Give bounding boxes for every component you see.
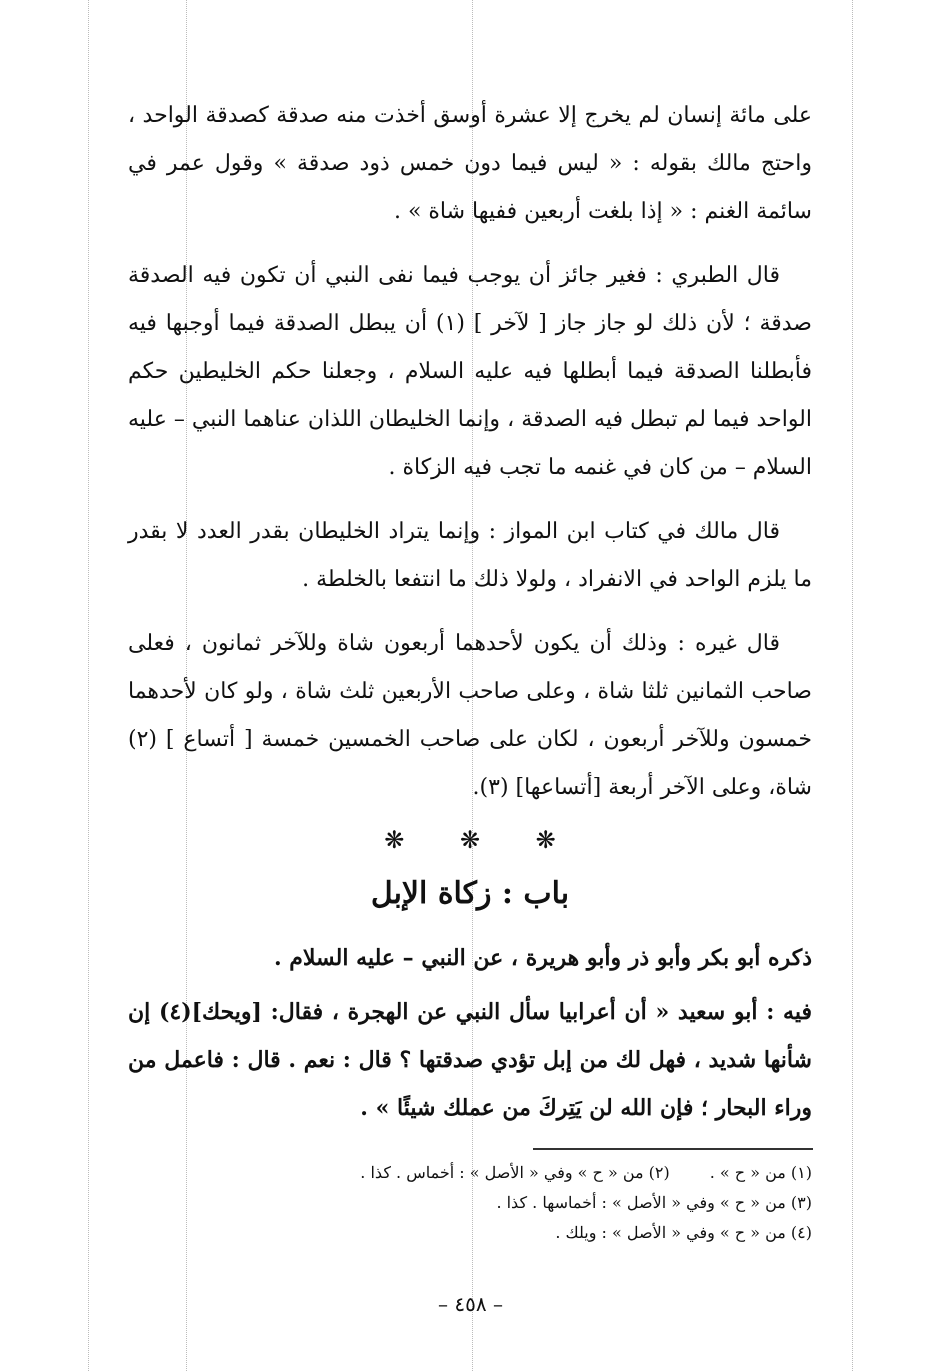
footnote: (٤) من « ح » وفي « الأصل » : ويلك . (555, 1223, 812, 1242)
footnote: (٢) من « ح » وفي « الأصل » : أخماس . كذا . (360, 1163, 670, 1182)
margin-guide-line (88, 0, 89, 1371)
chapter-heading: باب : زكاة الإبل (370, 876, 570, 911)
footnote: (٣) من « ح » وفي « الأصل » : أخماسها . كذا . (496, 1193, 812, 1212)
section-separator: ❋ ❋ ❋ (384, 826, 556, 854)
paragraph: ذكره أبو بكر وأبو ذر وأبو هريرة ، عن النبي – عليه السلام . (273, 945, 812, 971)
footnote-line (128, 1158, 812, 1188)
paragraph: على مائة إنسان لم يخرج إلا عشرة أوسق أخذت منه صدقة كصدقة الواحد ، واحتج مالك بقوله : « ليس فيما دون خمس ذود صدقة » وقول عمر في سائمة الغنم : « إذا بلغت أربعين ففيها شاة » . (128, 103, 812, 224)
footnote: (١) من « ح » . (709, 1163, 812, 1182)
paragraph: قال مالك في كتاب ابن المواز : وإنما يتراد الخليطان بقدر العدد لا بقدر ما يلزم الواحد في الانفراد ، ولولا ذلك ما انتفعا بالخلطة . (128, 519, 812, 592)
margin-guide-line (852, 0, 853, 1371)
paragraph: قال الطبري : فغير جائز أن يوجب فيما نفى النبي أن تكون فيه الصدقة صدقة ؛ لأن ذلك لو جاز جاز [ لآخر ] (١) أن يبطل الصدقة فيما أوجبها فيه فأبطلنا الصدقة فيما أبطلها فيه عليه السلام ، وجعلنا حكم الخليطين حكم الواحد فيما لم تبطل فيه الصدقة ، وإنما الخليطان اللذان عناهما النبي – عليه السلام – من كان في غنمه ما تجب فيه الزكاة . (128, 263, 812, 480)
paragraph: قال غيره : وذلك أن يكون لأحدهما أربعون شاة وللآخر ثمانون ، فعلى صاحب الثمانين ثلثا شاة ، وعلى صاحب الأربعين ثلث شاة ، ولو كان لأحدهما خمسون وللآخر أربعون ، لكان على صاحب الخمسين خمسة [ أتساع ] (٢) شاة، وعلى الآخر أربعة [أتساعها] (٣). (128, 631, 812, 800)
paragraph: فيه : أبو سعيد « أن أعرابيا سأل النبي عن الهجرة ، فقال: [ويحك](٤) إن شأنها شديد ، فهل لك من إبل تؤدي صدقتها ؟ قال : نعم . قال : فاعمل من وراء البحار ؛ فإن الله لن يَتِركَ من عملك شيئًا » . (128, 999, 812, 1121)
page-number: – ٤٥٨ – (438, 1292, 503, 1316)
footnote-divider (533, 1148, 813, 1150)
footnotes (128, 1158, 812, 1248)
hadith-block (128, 934, 812, 1138)
main-text (128, 92, 812, 828)
